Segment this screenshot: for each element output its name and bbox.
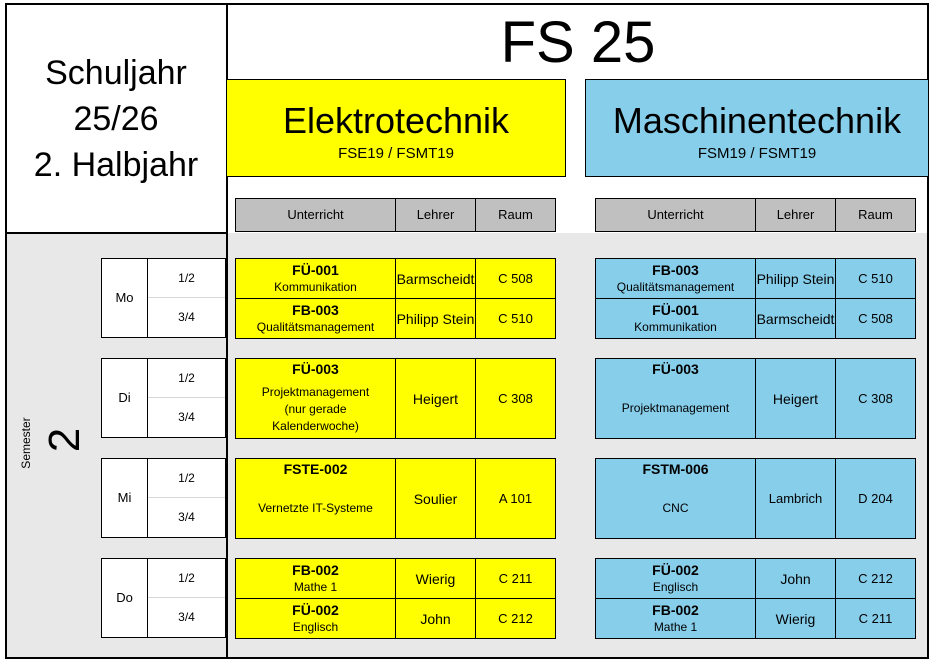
program-classes: FSM19 / FSMT19	[697, 145, 817, 162]
teacher-cell: Soulier	[395, 458, 476, 539]
room-cell: C 308	[475, 358, 556, 439]
teacher-cell: Lambrich	[755, 458, 836, 539]
course-code: FB-003	[292, 302, 339, 318]
teacher-cell: Philipp Stein	[755, 258, 836, 299]
day-wednesday	[101, 458, 226, 538]
period-label: 1/2	[148, 459, 225, 498]
school-year-line1: Schuljahr	[45, 54, 187, 92]
room-cell: C 211	[835, 598, 916, 639]
course-subject: Mathe 1	[293, 580, 338, 594]
course-subject: Kommunikation	[274, 280, 357, 294]
period-label: 3/4	[178, 610, 195, 624]
room-cell: C 510	[835, 258, 916, 299]
course-subject: Mathe 1	[653, 620, 698, 634]
teacher-cell: Barmscheidt	[395, 258, 476, 299]
lesson-cell	[595, 558, 756, 599]
lesson-cell	[595, 258, 756, 299]
program-classes: FSE19 / FSMT19	[338, 145, 454, 162]
lesson-cell	[235, 598, 396, 639]
lesson-cell	[595, 598, 756, 639]
course-subject: Qualitätsmanagement	[256, 320, 375, 334]
day-label: Mo	[102, 259, 148, 337]
day-label: Do	[102, 559, 148, 637]
course-subject: Englisch	[292, 620, 339, 634]
lesson-cell	[595, 458, 756, 539]
course-code: FB-002	[652, 602, 699, 618]
course-code: FB-003	[652, 262, 699, 278]
lesson-cell	[235, 558, 396, 599]
room-cell: C 508	[475, 258, 556, 299]
header-divider	[5, 232, 227, 234]
course-code: FÜ-002	[652, 562, 699, 578]
day-tuesday	[101, 358, 226, 438]
lesson-cell	[235, 458, 396, 539]
course-subject: Projektmanagement (nur gerade Kalenderwoche)	[261, 385, 370, 433]
course-subject: Qualitätsmanagement	[616, 280, 735, 294]
period-label: 1/2	[148, 259, 225, 298]
lesson-cell	[235, 258, 396, 299]
teacher-cell: Wierig	[395, 558, 476, 599]
program-name: Elektrotechnik	[282, 100, 510, 141]
course-code: FSTE-002	[283, 461, 348, 477]
teacher-cell: Philipp Stein	[395, 298, 476, 339]
period-label: 1/2	[148, 359, 225, 398]
semester-number: 2	[40, 427, 89, 453]
course-subject: Projektmanagement	[621, 401, 730, 415]
day-monday	[101, 258, 226, 338]
room-cell: C 211	[475, 558, 556, 599]
page-title: FS 25	[500, 10, 656, 75]
course-code: FÜ-001	[652, 302, 699, 318]
room-cell: D 204	[835, 458, 916, 539]
column-header-lehrer: Lehrer	[395, 198, 476, 232]
teacher-cell: John	[395, 598, 476, 639]
teacher-cell: Barmscheidt	[755, 298, 836, 339]
semester-label: Semester	[19, 417, 33, 469]
room-cell: A 101	[475, 458, 556, 539]
course-code: FÜ-003	[652, 361, 699, 377]
column-header-lehrer: Lehrer	[755, 198, 836, 232]
lesson-cell	[235, 358, 396, 439]
course-code: FÜ-003	[292, 361, 339, 377]
school-year-line2: 25/26	[73, 100, 159, 138]
course-code: FSTM-006	[642, 461, 709, 477]
course-subject: Vernetzte IT-Systeme	[258, 501, 373, 515]
period-label: 3/4	[178, 510, 195, 524]
period-label: 3/4	[178, 410, 195, 424]
course-code: FÜ-001	[292, 262, 339, 278]
day-label: Mi	[102, 459, 148, 537]
room-cell: C 508	[835, 298, 916, 339]
column-header-unterricht: Unterricht	[595, 198, 756, 232]
teacher-cell: Heigert	[395, 358, 476, 439]
course-subject: Kommunikation	[634, 320, 717, 334]
period-label: 1/2	[148, 559, 225, 598]
period-label: 3/4	[178, 310, 195, 324]
day-label: Di	[102, 359, 148, 437]
teacher-cell: Heigert	[755, 358, 836, 439]
program-maschinentechnik	[585, 79, 929, 177]
lesson-cell	[595, 298, 756, 339]
program-name: Maschinentechnik	[612, 100, 902, 141]
lesson-cell	[235, 298, 396, 339]
school-year-line3: 2. Halbjahr	[33, 146, 199, 184]
lesson-cell	[595, 358, 756, 439]
course-code: FB-002	[292, 562, 339, 578]
room-cell: C 212	[835, 558, 916, 599]
course-code: FÜ-002	[292, 602, 339, 618]
room-cell: C 308	[835, 358, 916, 439]
school-year	[8, 50, 224, 188]
day-thursday	[101, 558, 226, 638]
course-subject: Englisch	[652, 580, 699, 594]
column-header-unterricht: Unterricht	[235, 198, 396, 232]
program-elektrotechnik	[226, 79, 566, 177]
column-header-raum: Raum	[475, 198, 556, 232]
teacher-cell: John	[755, 558, 836, 599]
course-subject: CNC	[662, 501, 689, 515]
teacher-cell: Wierig	[755, 598, 836, 639]
room-cell: C 212	[475, 598, 556, 639]
column-header-raum: Raum	[835, 198, 916, 232]
room-cell: C 510	[475, 298, 556, 339]
